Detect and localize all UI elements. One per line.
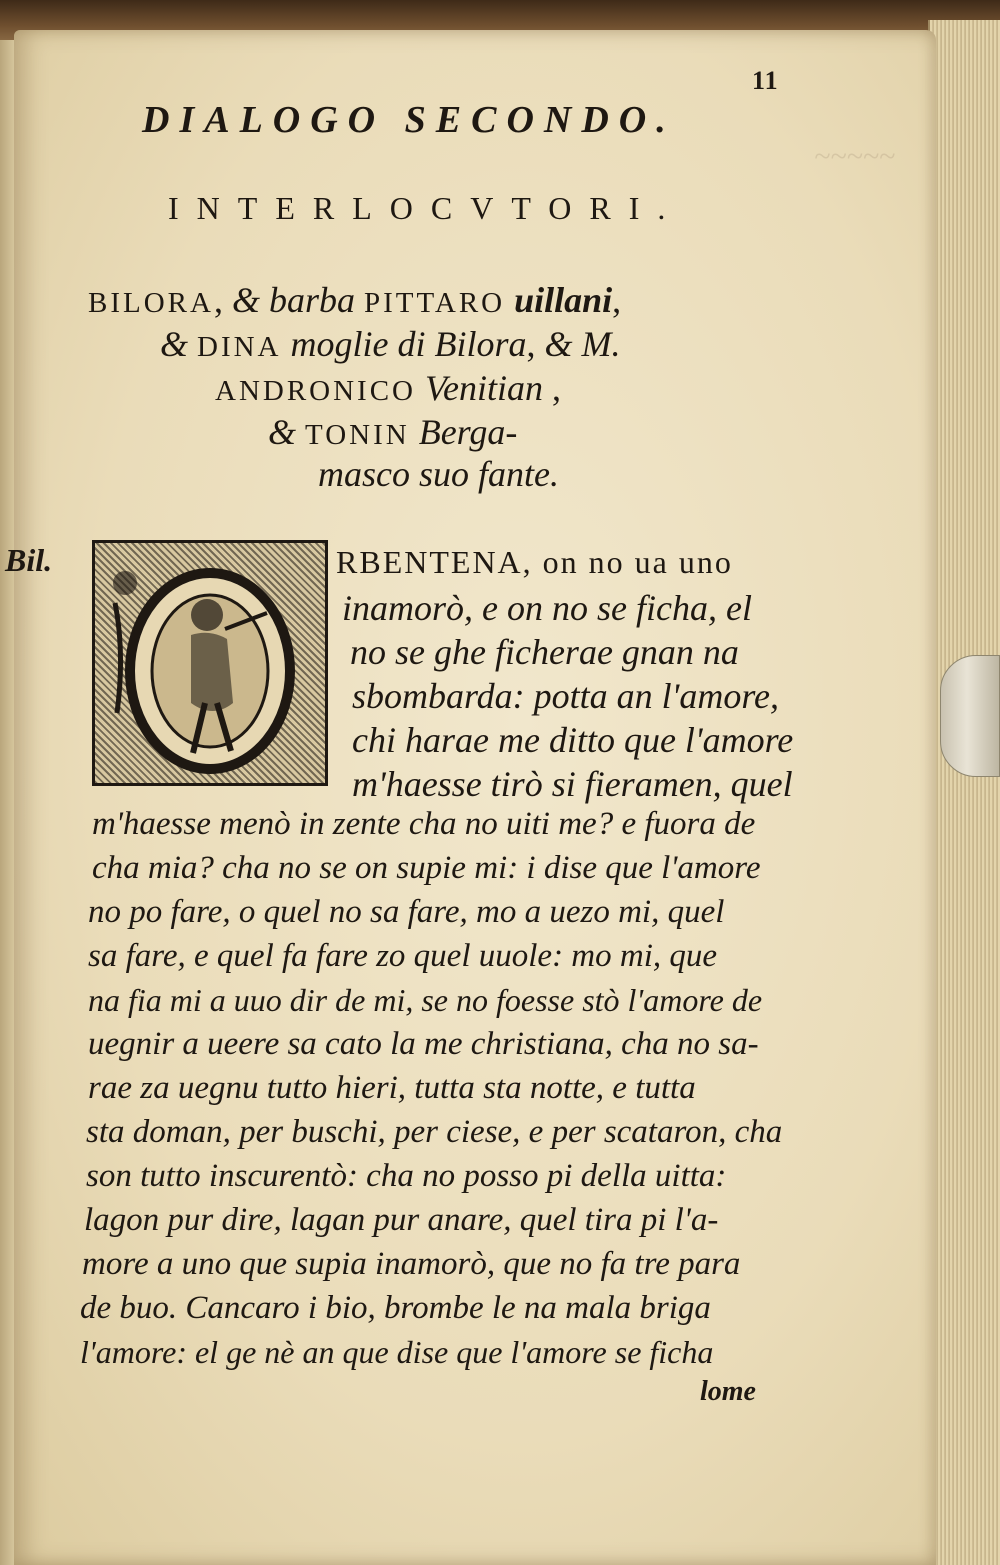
body-line-7: m'haesse menò in zente cha no uiti me? e fuora de	[92, 806, 756, 842]
character-line-1: BILORA, & barba PITTARO uillani,	[88, 280, 622, 320]
character-line-3: ANDRONICO Venitian ,	[215, 368, 561, 408]
folio-number: 11	[752, 66, 779, 95]
running-title: DIALOGO SECONDO.	[142, 99, 676, 141]
body-line-1: RBENTENA, on no ua uno	[336, 544, 733, 580]
body-line-13: rae za uegnu tutto hieri, tutta sta notte, e tutta	[88, 1070, 696, 1106]
catchword: lome	[700, 1376, 756, 1407]
body-line-12: uegnir a ueere sa cato la me christiana, cha no sa-	[88, 1026, 759, 1062]
body-line-14: sta doman, per buschi, per ciese, e per scataron, cha	[86, 1114, 783, 1150]
body-line-19: l'amore: el ge nè an que dise que l'amore se ficha	[80, 1334, 714, 1370]
decorated-initial	[92, 540, 328, 786]
body-line-11: na fia mi a uuo dir de mi, se no foesse stò l'amore de	[88, 982, 763, 1018]
page-stack-edge	[928, 20, 1000, 1565]
body-line-6: m'haesse tirò si fieramen, quel	[352, 764, 793, 804]
show-through: ~~~~~	[814, 140, 896, 173]
body-line-8: cha mia? cha no se on supie mi: i dise que l'amore	[92, 850, 761, 886]
interlocutori-heading: INTERLOCVTORI.	[168, 190, 684, 226]
woodcut-figure-icon	[95, 543, 331, 789]
body-line-17: more a uno que supia inamorò, que no fa tre para	[82, 1246, 741, 1282]
character-line-5: masco suo fante.	[318, 454, 559, 494]
body-line-2: inamorò, e on no se ficha, el	[342, 588, 752, 628]
character-line-2: & DINA moglie di Bilora, & M.	[160, 324, 621, 364]
body-line-18: de buo. Cancaro i bio, brombe le na mala briga	[80, 1290, 711, 1326]
body-line-15: son tutto inscurentò: cha no posso pi della uitta:	[86, 1158, 727, 1194]
body-line-10: sa fare, e quel fa fare zo quel uuole: mo mi, que	[88, 938, 718, 974]
body-line-4: sbombarda: potta an l'amore,	[352, 676, 780, 716]
body-line-5: chi harae me ditto que l'amore	[352, 720, 794, 760]
speaker-label: Bil.	[5, 542, 53, 578]
body-line-16: lagon pur dire, lagan pur anare, quel tira pi l'a-	[84, 1202, 719, 1238]
body-line-3: no se ghe ficherae gnan na	[350, 632, 739, 672]
character-line-4: & TONIN Berga-	[268, 412, 518, 452]
body-line-9: no po fare, o quel no sa fare, mo a uezo mi, quel	[88, 894, 725, 930]
bookmark-tab	[940, 655, 1000, 777]
